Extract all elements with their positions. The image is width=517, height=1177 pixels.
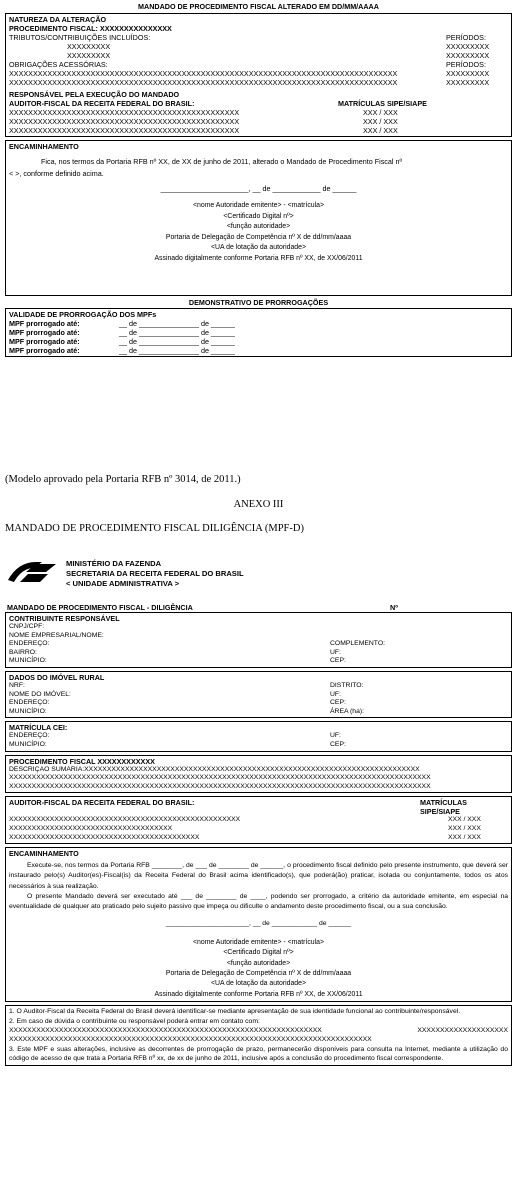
matriculas-label: MATRÍCULAS SIPE/SIAPE bbox=[338, 99, 427, 108]
periodo-value: XXXXXXXXX bbox=[446, 51, 490, 60]
descricao-line: XXXXXXXXXXXXXXXXXXXXXXXXXXXXXXXXXXXXXXXXXXXXXXXXXXXXXXXXXXXXXXXXXXXXXXXXXXXXXXXXXXXXXXXXXXXXX bbox=[9, 774, 431, 782]
encaminhamento-label: ENCAMINHAMENTO bbox=[9, 142, 79, 151]
mpf-d-form bbox=[0, 603, 517, 1066]
endereco-field: ENDEREÇO: bbox=[9, 732, 50, 740]
prorrogado-value: __ de _______________ de ______ bbox=[119, 346, 235, 355]
tributos-row bbox=[9, 42, 508, 51]
matriculas-label: MATRÍCULAS SIPE/SIAPE bbox=[420, 798, 467, 817]
imovel-label: DADOS DO IMÓVEL RURAL bbox=[9, 672, 105, 682]
tributos-label: TRIBUTOS/CONTRIBUIÇÕES INCLUÍDOS: bbox=[9, 33, 151, 42]
uf-field: UF: bbox=[330, 648, 341, 656]
prorrogado-label: MPF prorrogado até: bbox=[9, 337, 80, 346]
auditor-matricula: XXX / XXX bbox=[363, 126, 398, 135]
signature-line: Portaria de Delegação de Competência nº X de dd/mm/aaaa bbox=[165, 233, 352, 241]
periodo-value: XXXXXXXXX bbox=[446, 69, 490, 78]
procedimento-label: PROCEDIMENTO FISCAL XXXXXXXXXXXX bbox=[9, 756, 155, 766]
encaminhamento-box bbox=[5, 847, 512, 1002]
cep-field: CEP: bbox=[330, 657, 346, 665]
periodo-value: XXXXXXXXX bbox=[446, 78, 490, 87]
field-row bbox=[9, 640, 508, 649]
date-line: ______________________, __ de ____________ de ______ bbox=[160, 184, 357, 193]
prorrogado-row bbox=[9, 346, 508, 355]
tributo-value: XXXXXXXXX bbox=[67, 42, 111, 51]
auditor-row bbox=[9, 825, 508, 834]
prorrogado-label: MPF prorrogado até: bbox=[9, 346, 80, 355]
cei-box bbox=[5, 721, 512, 751]
area-field: ÁREA (ha): bbox=[330, 707, 364, 715]
form-title-row bbox=[0, 603, 517, 612]
contact-value: XXXXXXXXXXXXXXXXXXXX bbox=[417, 1026, 508, 1034]
top-title: MANDADO DE PROCEDIMENTO FISCAL ALTERADO EM DD/MM/AAAA bbox=[138, 2, 379, 11]
unidade-name: < UNIDADE ADMINISTRATIVA > bbox=[66, 579, 180, 588]
obrigacao-value: XXXXXXXXXXXXXXXXXXXXXXXXXXXXXXXXXXXXXXXXXXXXXXXXXXXXXXXXXXXXXXXXXXXXXXXXXXXXXXXXX bbox=[9, 69, 398, 78]
endereco-field: ENDEREÇO: bbox=[9, 699, 50, 707]
prorrogado-row bbox=[9, 319, 508, 328]
auditor-matricula: XXX / XXX bbox=[363, 108, 398, 117]
note-2: 2. Em caso de dúvida o contribuinte ou responsável poderá entrar em contato com: bbox=[9, 1017, 260, 1025]
cep-field: CEP: bbox=[330, 740, 346, 748]
prorrogado-value: __ de _______________ de ______ bbox=[119, 337, 235, 346]
bairro-field: BAIRRO: bbox=[9, 648, 37, 656]
field-row bbox=[9, 691, 508, 700]
auditor-matricula: XXX / XXX bbox=[448, 824, 481, 832]
signature-line: <UA de lotação da autoridade> bbox=[210, 980, 306, 988]
auditor-row bbox=[9, 816, 508, 825]
cep-field: CEP: bbox=[330, 699, 346, 707]
prorrogado-row bbox=[9, 328, 508, 337]
contact-value: XXXXXXXXXXXXXXXXXXXXXXXXXXXXXXXXXXXXXXXXXXXXXXXXXXXXXXXXXXXXXXXXXXXXX bbox=[9, 1026, 322, 1034]
uf-field: UF: bbox=[330, 690, 341, 698]
auditor-header bbox=[9, 99, 508, 108]
descricao-line: XXXXXXXXXXXXXXXXXXXXXXXXXXXXXXXXXXXXXXXXXXXXXXXXXXXXXXXXXXXXXXXXXXXXXXXXXXXXXXXXXXXXXXXXXXXXX bbox=[9, 782, 431, 790]
auditor-name: XXXXXXXXXXXXXXXXXXXXXXXXXXXXXXXXXXXXXXXXXXXXXXXX bbox=[9, 126, 240, 135]
encaminhamento-text-cont: < >, conforme definido acima. bbox=[9, 169, 104, 178]
demonstrativo-label: DEMONSTRATIVO DE PRORROGAÇÕES bbox=[188, 298, 329, 307]
auditor-row bbox=[9, 108, 508, 117]
field-row bbox=[9, 682, 508, 691]
cei-label: MATRÍCULA CEI: bbox=[9, 723, 68, 733]
periodos-label: PERÍODOS: bbox=[446, 60, 486, 69]
endereco-field: ENDEREÇO: bbox=[9, 640, 50, 648]
natureza-label: NATUREZA DA ALTERAÇÃO bbox=[9, 15, 107, 24]
signature-line: Portaria de Delegação de Competência nº X de dd/mm/aaaa bbox=[165, 969, 352, 977]
complemento-field: COMPLEMENTO: bbox=[330, 640, 386, 648]
field-row bbox=[9, 732, 508, 741]
anexo-title: ANEXO III bbox=[233, 499, 284, 510]
nrf-field: NRF: bbox=[9, 681, 25, 689]
prorrogado-label: MPF prorrogado até: bbox=[9, 328, 80, 337]
contribuinte-label: CONTRIBUINTE RESPONSÁVEL bbox=[9, 614, 120, 623]
signature-line: <Certificado Digital nº> bbox=[223, 212, 294, 220]
uf-field: UF: bbox=[330, 732, 341, 740]
encaminhamento-text: Fica, nos termos da Portaria RFB nº XX, de XX de junho de 2011, alterado o Mandado de Procedimento Fiscal nº bbox=[41, 157, 403, 166]
signature-line: <nome Autoridade emitente> - <matrícula> bbox=[193, 202, 324, 209]
descricao-field: DESCRIÇÃO SUMÁRIA:XXXXXXXXXXXXXXXXXXXXXXXXXXXXXXXXXXXXXXXXXXXXXXXXXXXXXXXXXXXXXXXXXXXXXXXXXX bbox=[9, 765, 420, 773]
signature-block bbox=[9, 201, 508, 265]
encaminhamento-label: ENCAMINHAMENTO bbox=[9, 849, 79, 859]
signature-line: <Certificado Digital nº> bbox=[223, 949, 294, 957]
prorrogado-value: __ de _______________ de ______ bbox=[119, 328, 235, 337]
note-1: 1. O Auditor-Fiscal da Receita Federal do Brasil deverá identificar-se mediante apresentação de sua identidade funcional ao contribuinte/responsável. bbox=[9, 1008, 461, 1016]
tributos-row bbox=[9, 51, 508, 60]
auditor-name: XXXXXXXXXXXXXXXXXXXXXXXXXXXXXXXXXXXXXXXXXXXXXXXX bbox=[9, 108, 240, 117]
encaminhamento-paragraph: O presente Mandado deverá ser executado até ___ de ________ de ____, podendo ser prorrogado, a critério da autoridade emitente, em especial na eventualidade de qualquer ato praticado pelo sujeito passivo que impeça ou dificulte o andamento deste procedimento fiscal, ou a sua conclusão. bbox=[9, 892, 508, 910]
tributos-header bbox=[9, 33, 508, 42]
ministry-name: MINISTÉRIO DA FAZENDA bbox=[66, 559, 162, 568]
tributo-value: XXXXXXXXX bbox=[67, 51, 111, 60]
distrito-field: DISTRITO: bbox=[330, 681, 364, 689]
signature-line: <função autoridade> bbox=[226, 223, 291, 231]
signature-block bbox=[9, 938, 508, 1000]
auditor-name: XXXXXXXXXXXXXXXXXXXXXXXXXXXXXXXXXXXXXXXXXXXXXXXX bbox=[9, 117, 240, 126]
auditor-box bbox=[5, 796, 512, 844]
auditor-name: XXXXXXXXXXXXXXXXXXXXXXXXXXXXXXXXXXXX bbox=[9, 824, 173, 832]
mpf-d-title: MANDADO DE PROCEDIMENTO FISCAL DILIGÊNCIA (MPF-D) bbox=[5, 523, 304, 534]
municipio-field: MUNICÍPIO: bbox=[9, 707, 47, 715]
field-row bbox=[9, 708, 508, 717]
cnpj-field: CNPJ/CPF: bbox=[9, 623, 45, 630]
encaminhamento-box-top bbox=[5, 140, 512, 296]
contact-row bbox=[9, 1026, 508, 1035]
field-row bbox=[9, 699, 508, 708]
nome-field: NOME EMPRESARIAL/NOME: bbox=[9, 631, 104, 639]
form-numero: Nº bbox=[390, 603, 398, 612]
signature-line: Assinado digitalmente conforme Portaria RFB nº XX, de XX/06/2011 bbox=[154, 990, 363, 998]
encaminhamento-paragraph: Execute-se, nos termos da Portaria RFB ________, de ___ de ________ de ______, o procedimento fiscal definido pelo presente instrumento, que deverá ser instaurado pelo(s) Auditor(es)-Fiscal(is) da Receita Federal do Brasil acima identificado(s), que poderá(ão) praticar, isolada ou conjuntamente, todos os atos necessários à sua realização. bbox=[9, 862, 508, 890]
notes-box bbox=[5, 1005, 512, 1065]
municipio-field: MUNICÍPIO: bbox=[9, 657, 47, 665]
prorrogado-row bbox=[9, 337, 508, 346]
auditor-header bbox=[9, 798, 508, 816]
auditor-matricula: XXX / XXX bbox=[363, 117, 398, 126]
date-line: ______________________, __ de ____________ de ______ bbox=[165, 920, 352, 928]
obrigacoes-header bbox=[9, 60, 508, 69]
auditor-row bbox=[9, 834, 508, 843]
auditor-row bbox=[9, 126, 508, 135]
contact-value: XXXXXXXXXXXXXXXXXXXXXXXXXXXXXXXXXXXXXXXXXXXXXXXXXXXXXXXXXXXXXXXXXXXXXXXXXXXXXXXX bbox=[9, 1036, 372, 1044]
signature-line: <nome Autoridade emitente> - <matrícula> bbox=[193, 938, 324, 946]
procedimento-fiscal: PROCEDIMENTO FISCAL: XXXXXXXXXXXXXXX bbox=[9, 24, 172, 33]
signature-line: Assinado digitalmente conforme Portaria RFB nº XX, de XX/06/2011 bbox=[154, 254, 363, 262]
natureza-box bbox=[5, 13, 512, 137]
field-row bbox=[9, 741, 508, 750]
obrigacao-value: XXXXXXXXXXXXXXXXXXXXXXXXXXXXXXXXXXXXXXXXXXXXXXXXXXXXXXXXXXXXXXXXXXXXXXXXXXXXXXXXX bbox=[9, 78, 398, 87]
imovel-box bbox=[5, 671, 512, 718]
field-row bbox=[9, 657, 508, 666]
auditor-name: XXXXXXXXXXXXXXXXXXXXXXXXXXXXXXXXXXXXXXXXXX bbox=[9, 833, 200, 841]
responsavel-label: RESPONSÁVEL PELA EXECUÇÃO DO MANDADO bbox=[9, 90, 180, 99]
auditor-label: AUDITOR-FISCAL DA RECEITA FEDERAL DO BRASIL: bbox=[9, 99, 195, 108]
validade-label: VALIDADE DE PRORROGAÇÃO DOS MPFs bbox=[9, 310, 157, 319]
contribuinte-box bbox=[5, 612, 512, 668]
ministry-logo bbox=[6, 558, 60, 593]
municipio-field: MUNICÍPIO: bbox=[9, 740, 47, 748]
auditor-row bbox=[9, 117, 508, 126]
periodos-label: PERÍODOS: bbox=[446, 33, 486, 42]
field-row bbox=[9, 649, 508, 658]
periodo-value: XXXXXXXXX bbox=[446, 42, 490, 51]
auditor-matricula: XXX / XXX bbox=[448, 816, 481, 824]
form-title: MANDADO DE PROCEDIMENTO FISCAL - DILIGÊNCIA bbox=[7, 603, 193, 612]
prorrogado-value: __ de _______________ de ______ bbox=[119, 319, 235, 328]
obrigacoes-row bbox=[9, 78, 508, 87]
signature-line: <UA de lotação da autoridade> bbox=[210, 244, 306, 252]
obrigacoes-label: OBRIGAÇÕES ACESSÓRIAS: bbox=[9, 60, 108, 69]
nome-imovel-field: NOME DO IMÓVEL: bbox=[9, 690, 71, 698]
auditor-label: AUDITOR-FISCAL DA RECEITA FEDERAL DO BRASIL: bbox=[9, 798, 195, 808]
prorrogado-label: MPF prorrogado até: bbox=[9, 319, 80, 328]
auditor-name: XXXXXXXXXXXXXXXXXXXXXXXXXXXXXXXXXXXXXXXXXXXXXXXXXXX bbox=[9, 816, 241, 824]
auditor-matricula: XXX / XXX bbox=[448, 833, 481, 841]
signature-line: <função autoridade> bbox=[226, 959, 291, 967]
procedimento-box bbox=[5, 755, 512, 794]
note-3: 3. Este MPF e suas alterações, inclusive as decorrentes de prorrogação de prazo, permanecerão disponíveis para consulta na Internet, mediante a utilização do código de acesso de que trata a Portaria RFB nº xx, de xx de junho de 2011, inclusive após a conclusão do procedimento fiscal correspondente. bbox=[9, 1045, 508, 1063]
secretaria-name: SECRETARIA DA RECEITA FEDERAL DO BRASIL bbox=[66, 569, 244, 578]
ministry-header bbox=[66, 559, 244, 589]
obrigacoes-row bbox=[9, 69, 508, 78]
validade-box bbox=[5, 308, 512, 357]
modelo-text: (Modelo aprovado pela Portaria RFB nº 3014, de 2011.) bbox=[5, 474, 241, 485]
